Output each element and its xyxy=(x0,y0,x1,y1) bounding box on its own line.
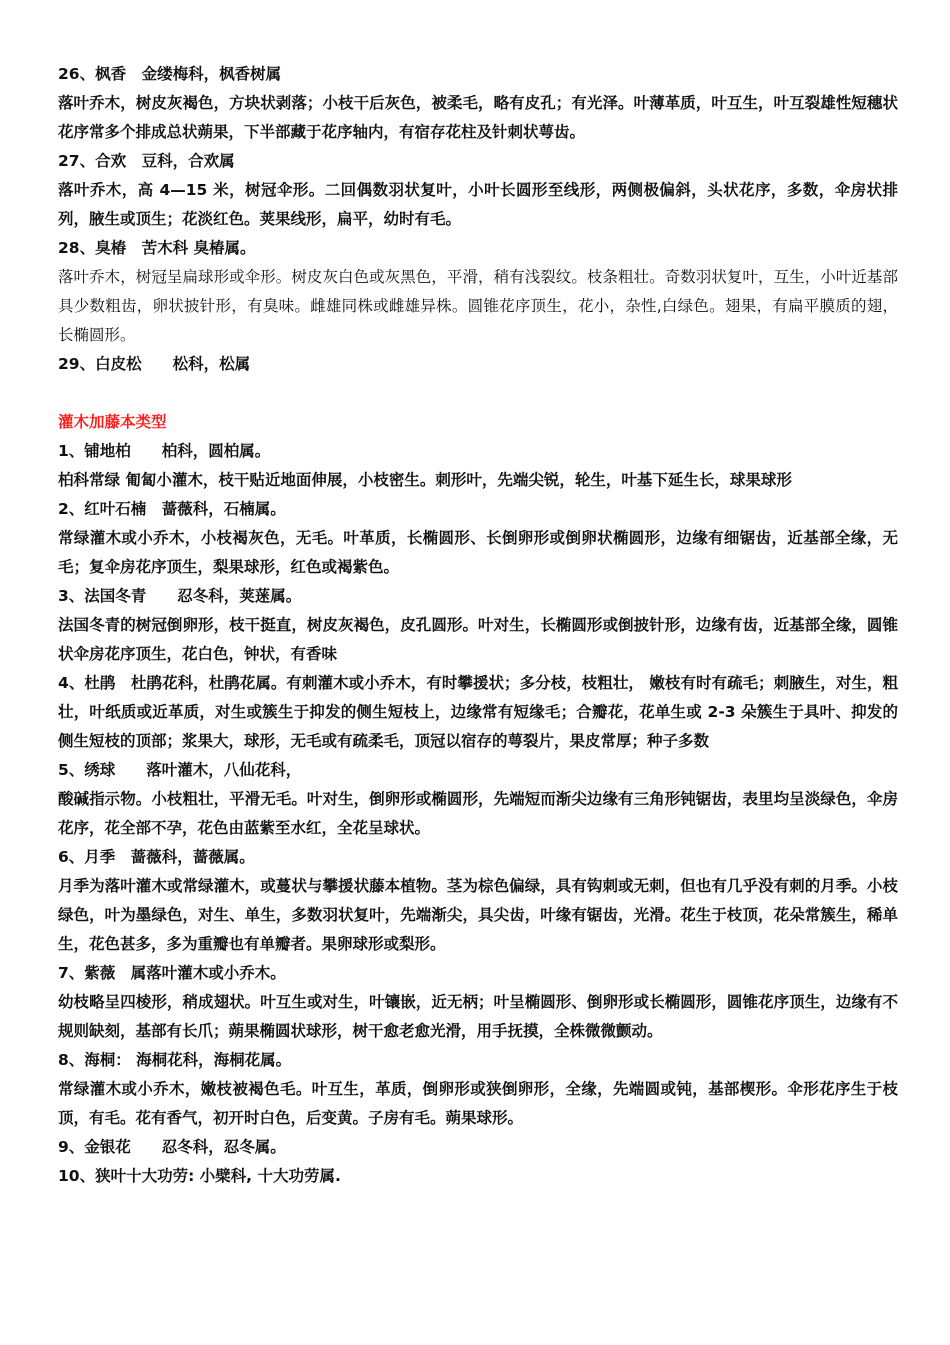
shrub-desc-6: 月季为落叶灌木或常绿灌木，或蔓状与攀援状藤本植物。茎为棕色偏绿，具有钩刺或无刺，但也有几乎没有刺的月季。小枝绿色，叶为墨绿色，对生、单生，多数羽状复叶，先端渐尖，具尖齿，叶缘有锯齿，光滑。花生于枝顶，花朵常簇生，稀单生，花色甚多，多为重瓣也有单瓣者。果卵球形或梨形。 xyxy=(58,877,898,953)
shrub-title-3: 3、法国冬青 忍冬科，荚蒾属。 xyxy=(58,587,302,605)
entry-title-27: 27、合欢 豆科，合欢属 xyxy=(58,152,235,170)
entry-desc-27: 落叶乔木，高 4—15 米，树冠伞形。二回偶数羽状复叶，小叶长圆形至线形，两侧极偏斜，头状花序，多数，伞房状排列，腋生或顶生；花淡红色。荚果线形，扁平，幼时有毛。 xyxy=(58,181,898,228)
shrub-title-2: 2、红叶石楠 蔷薇科，石楠属。 xyxy=(58,500,286,518)
shrub-title-8: 8、海桐： 海桐花科，海桐花属。 xyxy=(58,1051,292,1069)
entry-desc-26: 落叶乔木，树皮灰褐色，方块状剥落；小枝干后灰色，被柔毛，略有皮孔；有光泽。叶薄革质，叶互生，叶互裂雄性短穗状花序常多个排成总状蒴果，下半部藏于花序轴内，有宿存花柱及针刺状萼齿。 xyxy=(58,94,898,141)
shrub-title-1: 1、铺地柏 柏科，圆柏属。 xyxy=(58,442,271,460)
shrub-title-5: 5、绣球 落叶灌木，八仙花科， xyxy=(58,761,302,779)
shrub-title-9: 9、金银花 忍冬科，忍冬属。 xyxy=(58,1138,286,1156)
entry-title-28: 28、臭椿 苦木科 臭椿属。 xyxy=(58,239,256,257)
shrub-desc-3: 法国冬青的树冠倒卵形，枝干挺直，树皮灰褐色，皮孔圆形。叶对生，长椭圆形或倒披针形，边缘有齿，近基部全缘，圆锥状伞房花序顶生，花白色，钟状，有香味 xyxy=(58,616,898,663)
entry-title-26: 26、枫香 金缕梅科，枫香树属 xyxy=(58,65,282,83)
shrub-desc-5: 酸碱指示物。小枝粗壮，平滑无毛。叶对生，倒卵形或椭圆形，先端短而渐尖边缘有三角形钝锯齿，表里均呈淡绿色，伞房花序，花全部不孕，花色由蓝紫至水红，全花呈球状。 xyxy=(58,790,898,837)
shrub-title-7: 7、紫薇 属落叶灌木或小乔木。 xyxy=(58,964,286,982)
shrub-title-6: 6、月季 蔷薇科，蔷薇属。 xyxy=(58,848,255,866)
shrub-desc-8: 常绿灌木或小乔木，嫩枝被褐色毛。叶互生，革质，倒卵形或狭倒卵形，全缘，先端圆或钝，基部楔形。伞形花序生于枝顶，有毛。花有香气，初开时白色，后变黄。子房有毛。蒴果球形。 xyxy=(58,1080,898,1127)
document-page xyxy=(58,60,898,1191)
shrub-title-10: 10、狭叶十大功劳: 小檗科, 十大功劳属. xyxy=(58,1167,341,1185)
section-spacer xyxy=(58,379,898,408)
shrub-entry-4: 4、杜鹃 杜鹃花科，杜鹃花属。有刺灌木或小乔木，有时攀援状；多分枝，枝粗壮， 嫩枝有时有疏毛；刺腋生，对生，粗壮，叶纸质或近革质，对生或簇生于抑发的侧生短枝上，边缘常有短缘毛；合瓣花，花单生或 2-3 朵簇生于具叶、抑发的侧生短枝的顶部；浆果大，球形，无毛或有疏柔毛，顶冠以宿存的萼裂片，果皮常厚；种子多数 xyxy=(58,674,898,750)
entry-title-29: 29、白皮松 松科，松属 xyxy=(58,355,251,373)
shrub-desc-1: 柏科常绿 匍匐小灌木，枝干贴近地面伸展，小枝密生。刺形叶，先端尖锐，轮生，叶基下延生长，球果球形 xyxy=(58,471,792,489)
entry-desc-28: 落叶乔木，树冠呈扁球形或伞形。树皮灰白色或灰黑色，平滑，稍有浅裂纹。枝条粗壮。奇数羽状复叶，互生，小叶近基部具少数粗齿，卵状披针形，有臭味。雌雄同株或雌雄异株。圆锥花序顶生，花小，杂性,白绿色。翅果，有扁平膜质的翅，长椭圆形。 xyxy=(58,268,898,344)
shrub-desc-7: 幼枝略呈四棱形，稍成翅状。叶互生或对生，叶镶嵌，近无柄；叶呈椭圆形、倒卵形或长椭圆形，圆锥花序顶生，边缘有不规则缺刻，基部有长爪；蒴果椭圆状球形，树干愈老愈光滑，用手抚摸，全株微微颤动。 xyxy=(58,993,898,1040)
shrub-desc-2: 常绿灌木或小乔木，小枝褐灰色，无毛。叶革质，长椭圆形、长倒卵形或倒卵状椭圆形，边缘有细锯齿，近基部全缘，无毛；复伞房花序顶生，梨果球形，红色或褐紫色。 xyxy=(58,529,898,576)
section-heading: 灌木加藤本类型 xyxy=(58,413,167,431)
